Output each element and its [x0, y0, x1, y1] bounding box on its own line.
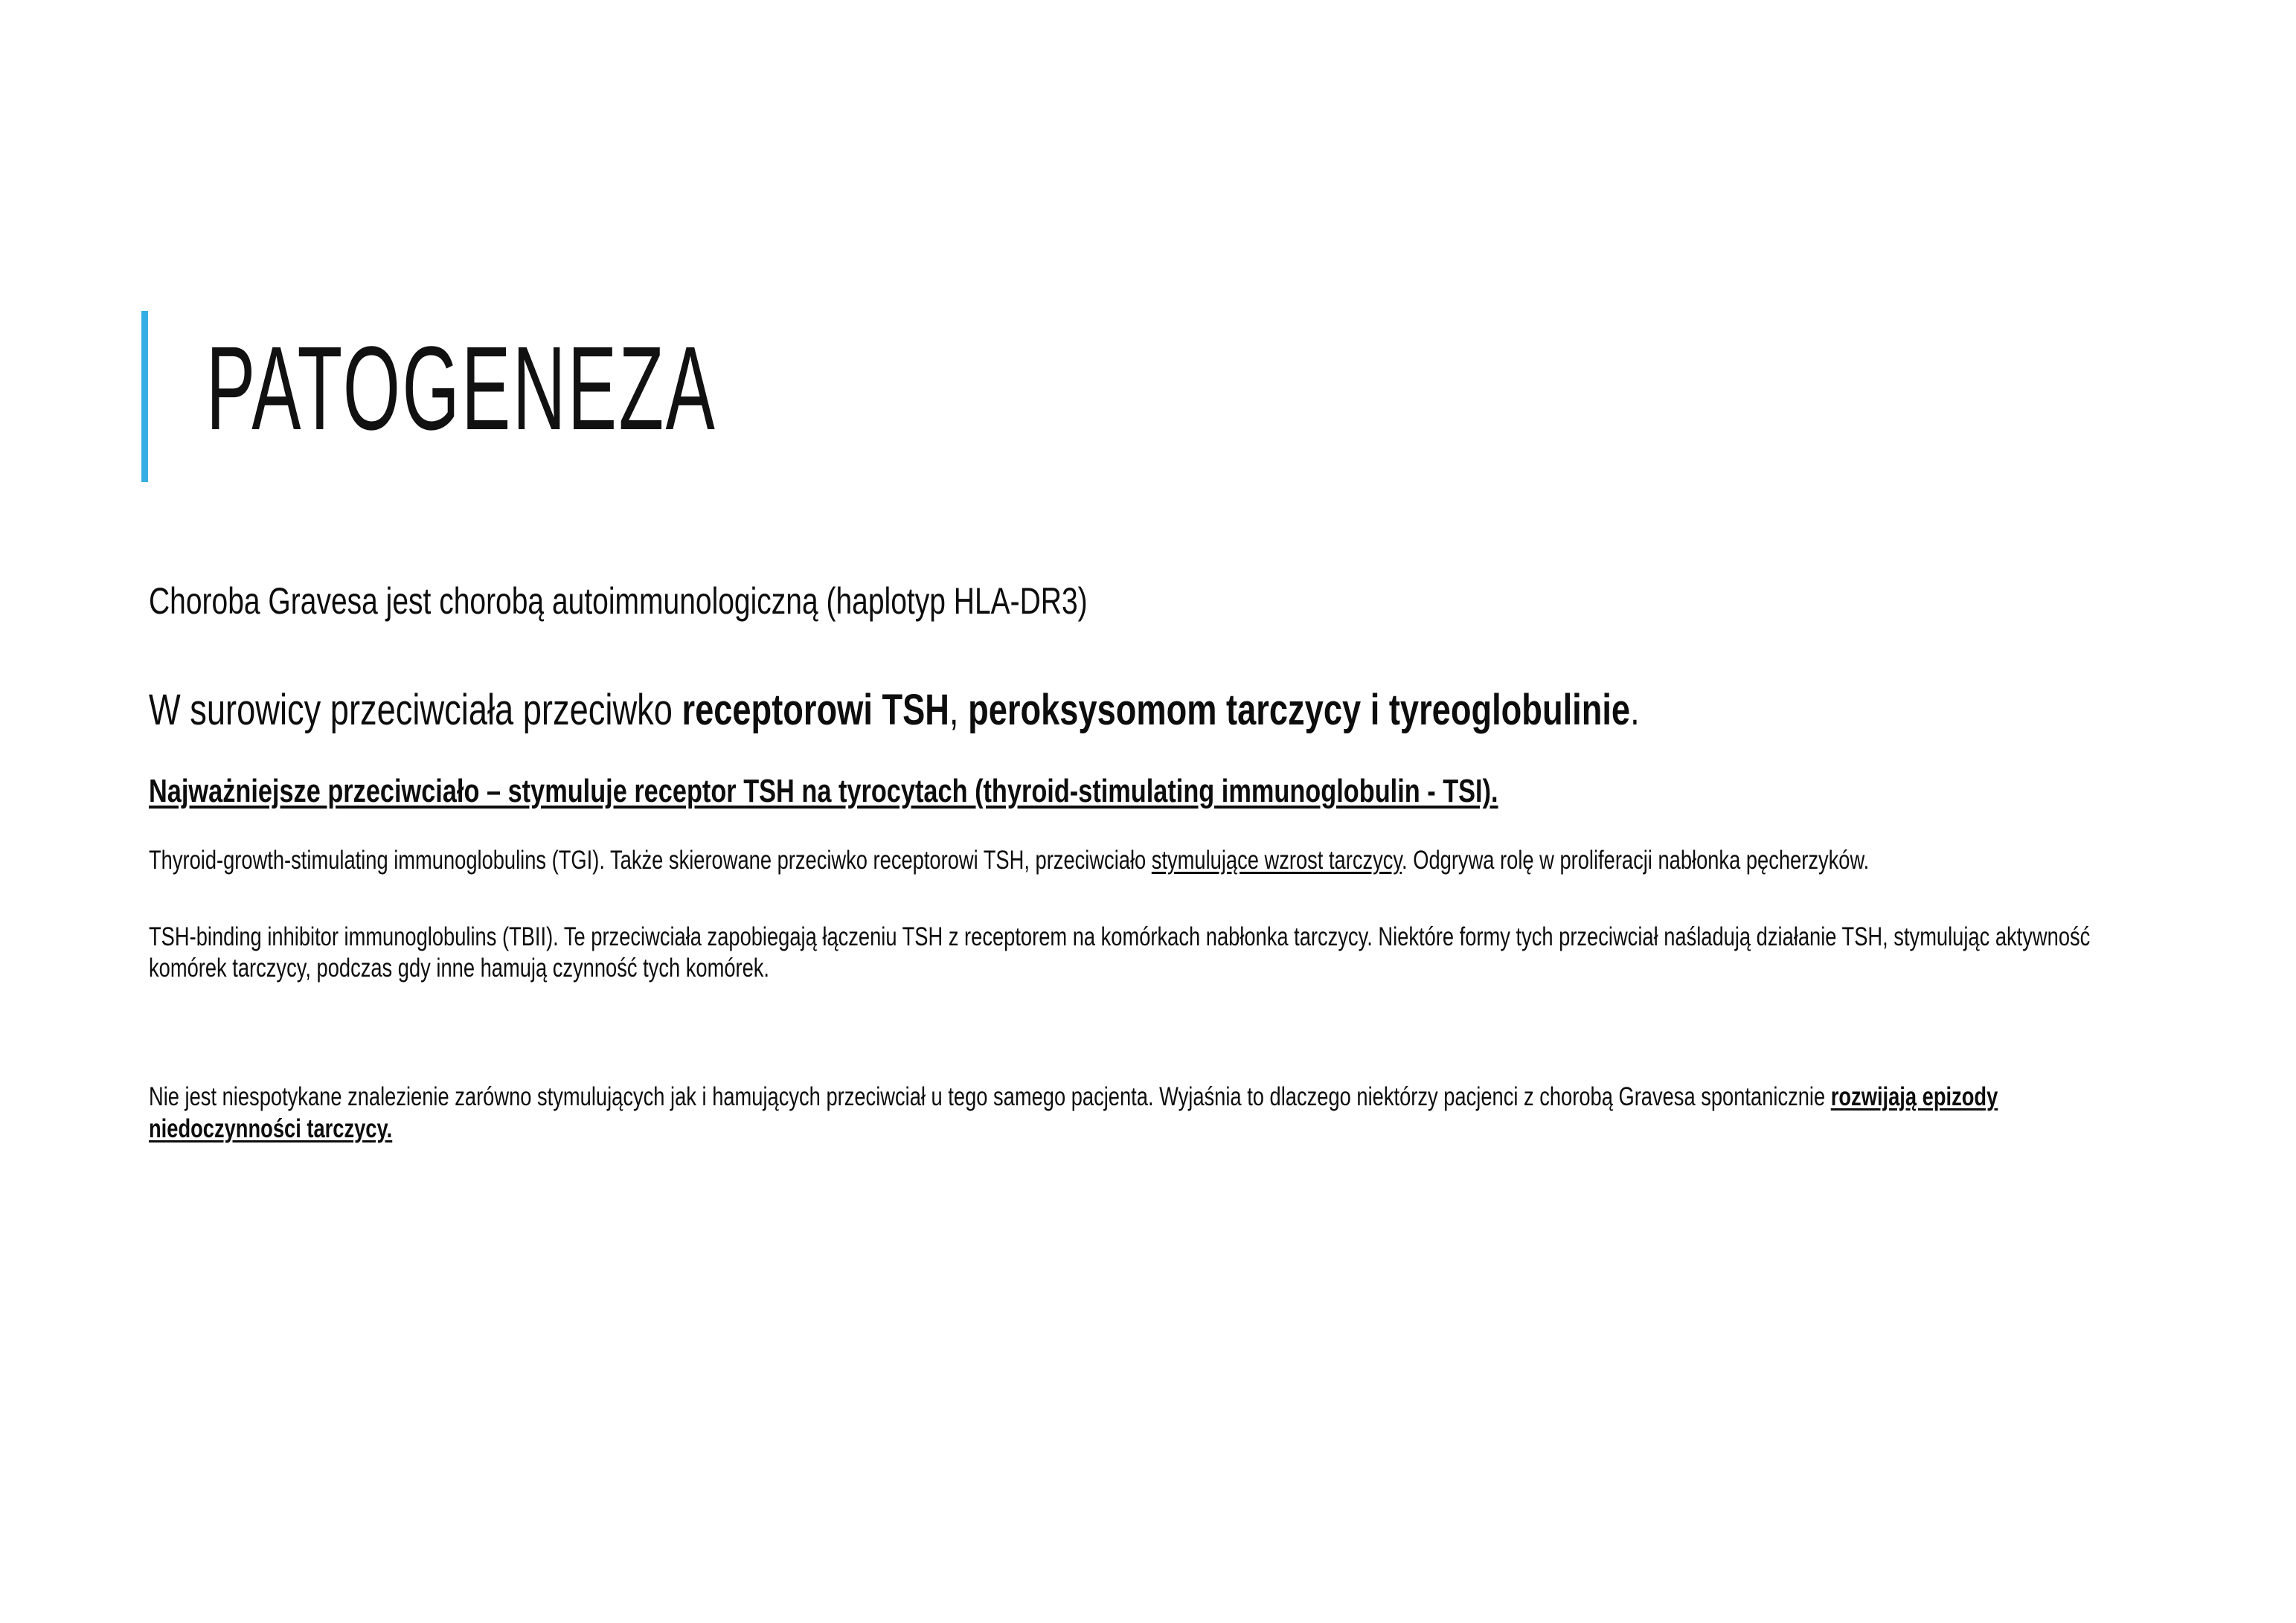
- serum-paragraph: [149, 686, 2113, 735]
- lead-paragraph: [149, 580, 2113, 622]
- tsi-heading-text: Najważniejsze przeciwciało – stymuluje receptor TSH na tyrocytach (thyroid-stimulating immunoglobulin - TSI).: [149, 773, 1498, 810]
- title-accent-bar: [141, 311, 148, 482]
- serum-prefix: W surowicy przeciwciała przeciwko: [149, 686, 682, 734]
- tsi-heading: [149, 772, 2113, 811]
- final-paragraph: [149, 1082, 2113, 1145]
- final-bold-underlined: rozwijają epizody niedoczynności tarczycy.: [149, 1082, 1998, 1143]
- final-part-1: Nie jest niespotykane znalezienie zarówno stymulujących jak i hamujących przeciwciał u tego samego pacjenta. Wyjaśnia to dlaczego niektórzy pacjenci z chorobą Gravesa spontanicznie: [149, 1082, 1831, 1112]
- serum-bold-receptor: receptorowi TSH: [682, 686, 949, 734]
- page-title: PATOGENEZA: [206, 321, 717, 454]
- lead-paragraph-text: Choroba Gravesa jest chorobą autoimmunologiczną (haplotyp HLA-DR3): [149, 580, 1088, 622]
- slide-title-block: [141, 311, 1030, 482]
- serum-separator: ,: [949, 686, 969, 734]
- tgi-underlined: stymulujące wzrost tarczycy: [1151, 846, 1402, 875]
- tgi-paragraph: [149, 845, 2113, 877]
- tgi-part-2: . Odgrywa rolę w proliferacji nabłonka pęcherzyków.: [1402, 846, 1870, 875]
- tbii-paragraph: [149, 922, 2113, 985]
- serum-suffix: .: [1630, 686, 1640, 734]
- slide-body: [149, 580, 2113, 1145]
- tbii-paragraph-text: TSH-binding inhibitor immunoglobulins (TBII). Te przeciwciała zapobiegają łączeniu TSH z receptorem na komórkach nabłonka tarczycy. Niektóre formy tych przeciwciał naśladują działanie TSH, stymulując aktywność komórek tarczycy, podczas gdy inne hamują czynność tych komórek.: [149, 922, 2091, 983]
- tgi-part-1: Thyroid-growth-stimulating immunoglobulins (TGI). Także skierowane przeciwko receptorowi TSH, przeciwciało: [149, 846, 1152, 875]
- serum-bold-peroxisomes: peroksysomom tarczycy i tyreoglobulinie: [968, 686, 1631, 734]
- serum-paragraph-text: [149, 686, 2113, 735]
